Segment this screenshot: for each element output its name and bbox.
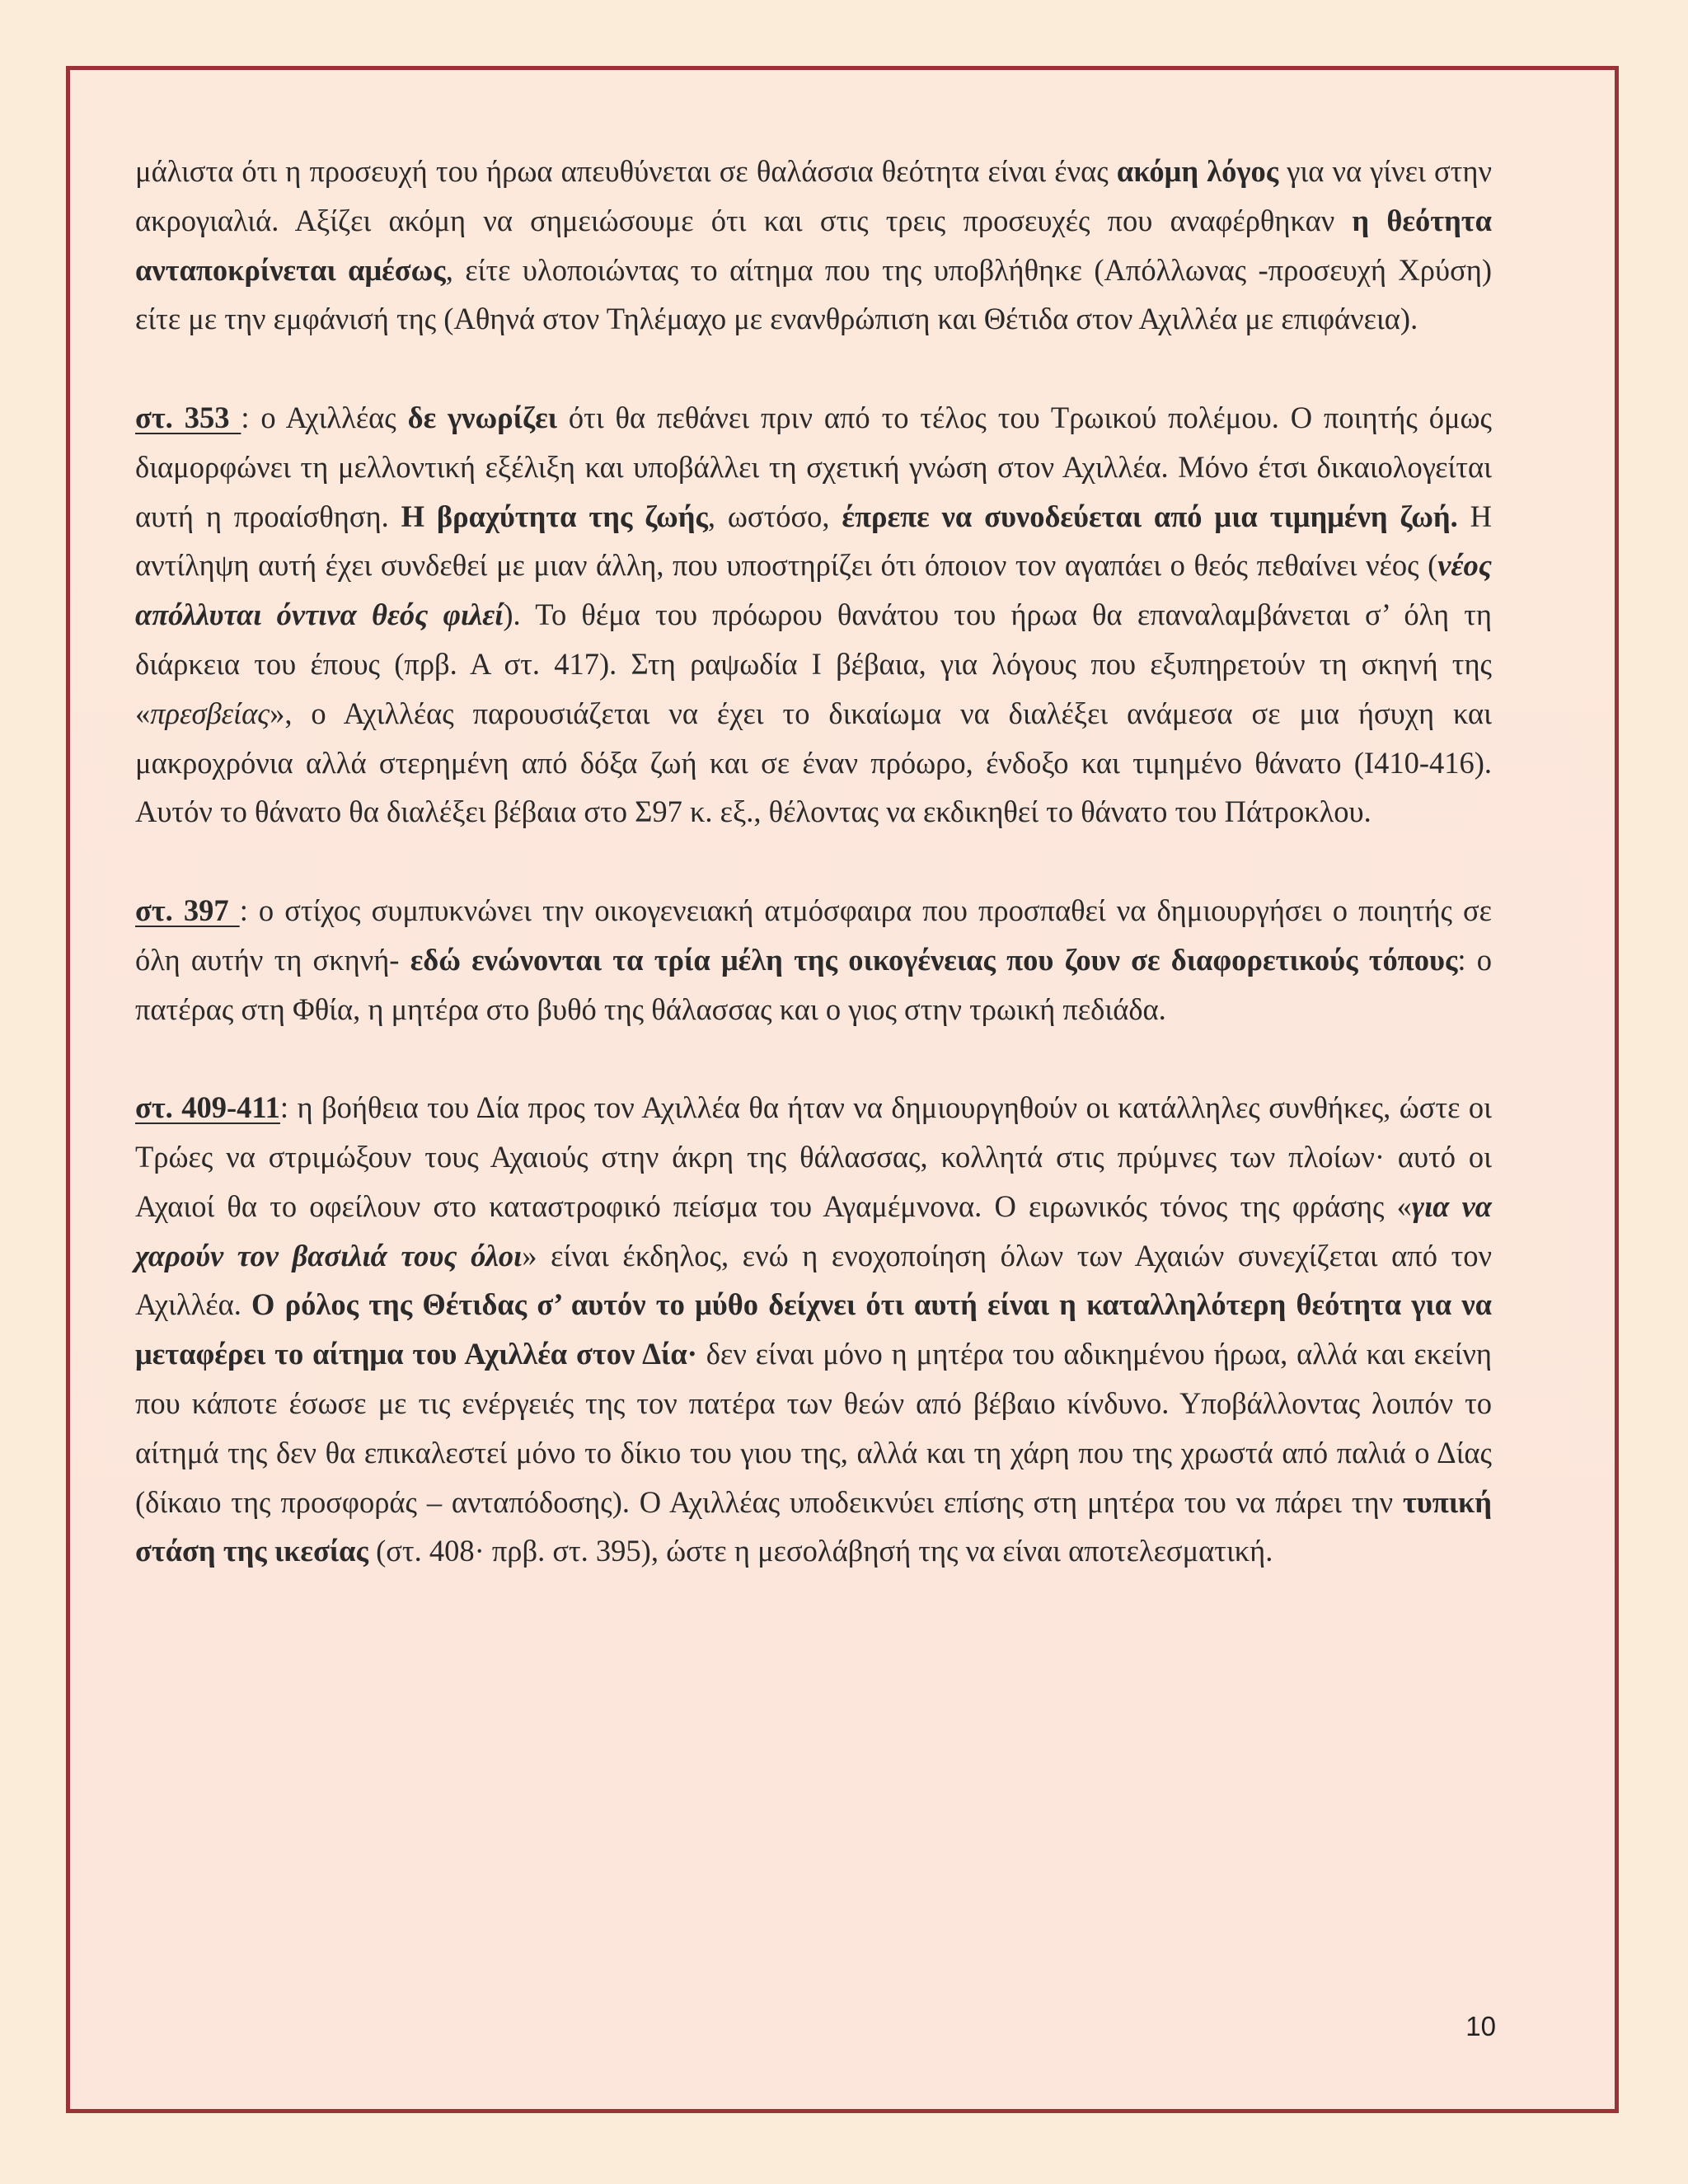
paragraph-prayer-sea-deity: [135, 147, 1492, 344]
bold-run: ακόμη λόγος: [1116, 154, 1279, 188]
text-run: Η αντίληψη αυτή έχει συνδεθεί με μιαν άλλη, που υποστηρίζει ότι όποιον τον αγαπάει ο θεός πεθαίνει νέος (: [135, 499, 1493, 583]
bold-italic-run: για να χαρούν τον βασιλιά τους όλοι: [135, 1188, 1492, 1272]
paragraph-lines-409-411: [135, 1083, 1492, 1576]
text-run: : η βοήθεια του Δία προς τον Αχιλλέα θα ήταν να δημιουργηθούν οι κατάλληλες συνθήκες, ώστε οι Τρώες να στριμώξουν τους Αχαιούς στην άκρη της θάλασσας, κολλητά στις πρύμνες των πλοίων· αυτό οι Αχαιοί θα το οφείλουν στο καταστροφικό πείσμα του Αγαμέμνονα. Ο ειρωνικός τόνος της φράσης «: [135, 1090, 1493, 1223]
bold-run: εδώ ενώνονται τα τρία μέλη της οικογένειας που ζουν σε διαφορετικούς τόπους: [410, 942, 1458, 977]
italic-run: πρεσβείας: [150, 696, 270, 730]
text-run: : ο στίχος συμπυκνώνει την οικογενειακή ατμόσφαιρα που προσπαθεί να δημιουργήσει ο ποιητής σε όλη αυτήν τη σκηνή-: [135, 893, 1492, 977]
bold-run: έπρεπε να συνοδεύεται από μια τιμημένη ζωή.: [842, 499, 1458, 533]
bold-run: Η βραχύτητα της ζωής: [401, 499, 708, 533]
text-run: », ο Αχιλλέας παρουσιάζεται να έχει το δικαίωμα να διαλέξει ανάμεσα σε μια ήσυχη και μακροχρόνια αλλά στερημένη από δόξα ζωή και σε έναν πρόωρο, ένδοξο και τιμημένο θάνατο (Ι410-416). Αυτόν το θάνατο θα διαλέξει βέβαια στο Σ97 κ. εξ., θέλοντας να εκδικηθεί το θάνατο του Πάτροκλου.: [135, 696, 1492, 829]
text-run: δεν είναι μόνο η μητέρα του αδικημένου ήρωα, αλλά και εκείνη που κάποτε έσωσε με τις ενέργειές της τον πατέρα των θεών από βέβαιο κίνδυνο. Υποβάλλοντας λοιπόν το αίτημά της δεν θα επικαλεστεί μόνο το δίκιο του γιου της, αλλά και τη χάρη που της χρωστά από παλιά ο Δίας (δίκαιο της προσφοράς – ανταπόδοσης). Ο Αχιλλέας υποδεικνύει επίσης στη μητέρα του να πάρει την: [135, 1337, 1492, 1519]
text-run: » είναι έκδηλος, ενώ η ενοχοποίηση όλων των Αχαιών συνεχίζεται από τον Αχιλλέα.: [135, 1238, 1492, 1322]
bold-run: δε γνωρίζει: [407, 400, 557, 434]
text-run: ). Το θέμα του πρόωρου θανάτου του ήρωα θα επαναλαμβάνεται σ’ όλη τη διάρκεια του έπους (πρβ. Α στ. 417). Στη ραψωδία Ι βέβαια, για λόγους που εξυπηρετούν τη σκηνή της «: [135, 598, 1492, 730]
page-number: 10: [1465, 2011, 1496, 2041]
text-run: για να γίνει στην ακρογιαλιά. Αξίζει ακόμη να σημειώσουμε ότι και στις τρεις προσευχές που αναφέρθηκαν: [135, 154, 1492, 237]
bold-italic-run: νέος απόλλυται όντινα θεός φιλεί: [135, 548, 1492, 632]
bold-run: τυπική στάση της ικεσίας: [135, 1484, 1492, 1568]
text-run: (στ. 408· πρβ. στ. 395), ώστε η μεσολάβησή της να είναι αποτελεσματική.: [368, 1534, 1273, 1568]
paragraph-line-353: [135, 393, 1492, 837]
bold-run: Ο ρόλος της Θέτιδας σ’ αυτόν το μύθο δείχνει ότι αυτή είναι η καταλληλότερη θεότητα για να μεταφέρει το αίτημα του Αχιλλέα στον Δία·: [135, 1287, 1492, 1371]
bold-run: η θεότητα ανταποκρίνεται αμέσως: [135, 203, 1492, 287]
text-run: : ο πατέρας στη Φθία, η μητέρα στο βυθό της θάλασσας και ο γιος στην τρωική πεδιάδα.: [135, 942, 1492, 1026]
text-run: ότι θα πεθάνει πριν από το τέλος του Τρωικού πολέμου. Ο ποιητής όμως διαμορφώνει τη μελλοντική εξέλιξη και υποβάλλει τη σχετική γνώση στον Αχιλλέα. Μόνο έτσι δικαιολογείται αυτή η προαίσθηση.: [135, 400, 1492, 533]
document-body: [135, 147, 1492, 1576]
verse-reference: στ. 397: [135, 893, 240, 927]
verse-reference: στ. 409-411: [135, 1090, 280, 1125]
text-run: : ο Αχιλλέας: [241, 400, 408, 434]
text-run: , ωστόσο,: [707, 499, 842, 533]
paragraph-line-397: [135, 886, 1492, 1033]
verse-reference: στ. 353: [135, 400, 241, 434]
text-run: , είτε υλοποιώντας το αίτημα που της υποβλήθηκε (Απόλλωνας -προσευχή Χρύση) είτε με την εμφάνισή της (Αθηνά στον Τηλέμαχο με ενανθρώπιση και Θέτιδα στον Αχιλλέα με επιφάνεια).: [135, 252, 1492, 336]
text-run: μάλιστα ότι η προσευχή του ήρωα απευθύνεται σε θαλάσσια θεότητα είναι ένας: [135, 154, 1117, 188]
